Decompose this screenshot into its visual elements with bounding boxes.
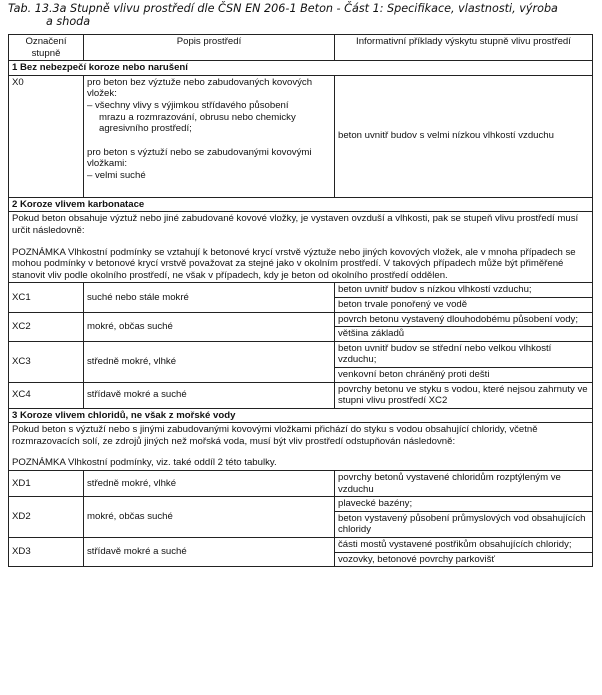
- description-cell: střídavě mokré a suché: [84, 382, 335, 408]
- example-line: beton trvale ponořený ve vodě: [338, 298, 468, 310]
- x0-text-d: pro beton s výztuží nebo se zabudovanými kovovými vložkami:: [87, 146, 312, 170]
- example-cell: beton uvnitř budov s velmi nízkou vlhkostí vzduchu: [335, 75, 593, 197]
- section-1-row: [9, 61, 593, 76]
- x0-text-a: pro beton bez výztuže nebo zabudovaných kovových vložek:: [87, 76, 313, 100]
- example-cell: [335, 312, 593, 341]
- header-code: Označení stupně: [9, 35, 84, 61]
- code-cell: XC1: [9, 283, 84, 312]
- exposure-classes-table: [8, 34, 593, 567]
- section-2-paragraph-row: [9, 212, 593, 283]
- code-cell: XD1: [9, 471, 84, 497]
- section-2-title: 2 Koroze vlivem karbonatace: [9, 197, 593, 212]
- code-cell: XC3: [9, 341, 84, 382]
- description-cell: [84, 75, 335, 197]
- code-cell: X0: [9, 75, 84, 197]
- section-2-row: [9, 197, 593, 212]
- example-line: části mostů vystavené postřikům obsahujících chloridy;: [335, 538, 592, 553]
- x0-text-e: – velmi suché: [87, 169, 146, 181]
- example-line: povrch betonu vystavený dlouhodobému působení vody;: [335, 313, 592, 328]
- code-cell: XC2: [9, 312, 84, 341]
- example-line: plavecké bazény;: [335, 497, 592, 512]
- table-row: [9, 471, 593, 497]
- section-3-row: [9, 408, 593, 423]
- example-line: venkovní beton chráněný proti dešti: [338, 368, 490, 380]
- table-row: [9, 497, 593, 538]
- description-cell: suché nebo stále mokré: [84, 283, 335, 312]
- table-row: [9, 312, 593, 341]
- table-row: [9, 538, 593, 567]
- table-row: [9, 75, 593, 197]
- x0-text-c: mrazu a rozmrazování, obrusu nebo chemicky agresivního prostředí;: [99, 111, 296, 135]
- caption-line-2: a shoda: [46, 15, 91, 28]
- example-line: beton vystavený působení průmyslových vod obsahujících chloridy: [338, 512, 586, 536]
- example-cell: [335, 471, 593, 497]
- code-cell: XD2: [9, 497, 84, 538]
- description-cell: mokré, občas suché: [84, 497, 335, 538]
- example-line: beton uvnitř budov s nízkou vlhkostí vzduchu;: [335, 283, 592, 298]
- table-row: [9, 341, 593, 382]
- example-line: beton uvnitř budov se střední nebo velkou vlhkostí vzduchu;: [335, 342, 592, 368]
- example-cell: [335, 382, 593, 408]
- description-cell: středně mokré, vlhké: [84, 341, 335, 382]
- table-row: [9, 382, 593, 408]
- header-description: Popis prostředí: [84, 35, 335, 61]
- code-cell: XD3: [9, 538, 84, 567]
- section-3-paragraph: Pokud beton s výztuží nebo s jinými zabudovanými kovovými vložkami přichází do styku s vodou obsahující chloridy, včetně rozmrazovacích solí, ze zdrojů jiných než mořská voda, musí být vliv prostředí odstupňován následovně:: [12, 424, 538, 447]
- example-line: většina základů: [338, 328, 405, 340]
- example-cell: [335, 283, 593, 312]
- section-3-title: 3 Koroze vlivem chloridů, ne však z mořské vody: [9, 408, 593, 423]
- description-cell: středně mokré, vlhké: [84, 471, 335, 497]
- code-cell: XC4: [9, 382, 84, 408]
- section-3-note: POZNÁMKA Vlhkostní podmínky, viz. také oddíl 2 této tabulky.: [12, 457, 277, 469]
- x0-text-b: – všechny vlivy s výjimkou střídavého působení: [87, 99, 289, 111]
- example-line: povrchy betonu ve styku s vodou, které nejsou zahrnuty ve stupni vlivu prostředí XC2: [338, 383, 588, 407]
- section-3-paragraph-row: [9, 423, 593, 471]
- example-line: povrchy betonů vystavené chloridům rozptýleným ve vzduchu: [338, 472, 561, 495]
- table-header-row: [9, 35, 593, 61]
- description-cell: střídavě mokré a suché: [84, 538, 335, 567]
- example-cell: [335, 497, 593, 538]
- section-2-paragraph: Pokud beton obsahuje výztuž nebo jiné zabudované kovové vložky, je vystaven ovzduší a vlhkosti, pak se stupeň vlivu prostředí musí určit následovně:: [12, 213, 579, 236]
- example-cell: [335, 538, 593, 567]
- section-1-title: 1 Bez nebezpečí koroze nebo narušení: [9, 61, 593, 76]
- description-cell: mokré, občas suché: [84, 312, 335, 341]
- table-caption: [8, 2, 592, 28]
- example-cell: [335, 341, 593, 382]
- table-row: [9, 283, 593, 312]
- caption-line-1: Tab. 13.3a Stupně vlivu prostředí dle ČSN EN 206-1 Beton - Část 1: Specifikace, vlastnosti, výroba: [8, 2, 558, 15]
- section-2-note: POZNÁMKA Vlhkostní podmínky se vztahují k betonové krycí vrstvě výztuže nebo jiných kovových vložek, ale v mnoha případech se mohou podmínky v betonové krycí vrstvě považovat za stejné jako v okolním prostředí. V takových případech může být přiměřené stanovit vliv podle okolního prostředí, ne však v případech, kdy je beton od okolního prostředí oddělen.: [12, 246, 576, 281]
- header-examples: Informativní příklady výskytu stupně vlivu prostředí: [335, 35, 593, 61]
- example-line: vozovky, betonové povrchy parkovišť: [338, 553, 495, 565]
